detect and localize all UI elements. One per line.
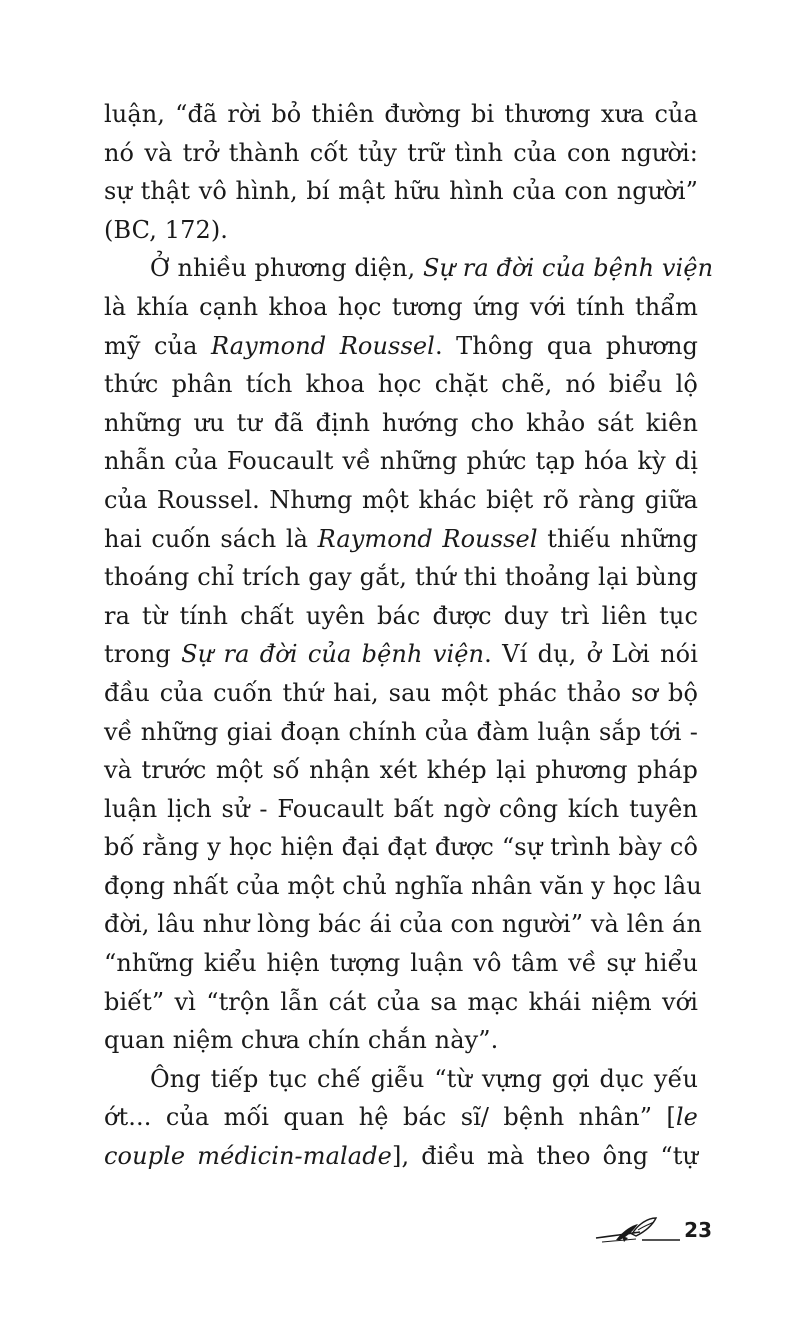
page-number: 23	[684, 1218, 712, 1242]
text-line: couple médicin-malade], điều mà theo ông “tự	[104, 1142, 698, 1171]
text-line: hai cuốn sách là Raymond Roussel thiếu những	[104, 524, 698, 553]
foreign-term-italic: couple médicin-malade	[104, 1142, 392, 1171]
text-line: quan niệm chưa chín chắn này”.	[104, 1026, 499, 1055]
text-line: đầu của cuốn thứ hai, sau một phác thảo sơ bộ	[104, 678, 698, 707]
text-line: “những kiểu hiện tượng luận vô tâm về sự hiểu	[104, 949, 698, 978]
text-line: luận lịch sử - Foucault bất ngờ công kích tuyên	[104, 794, 698, 823]
text-line: luận, “đã rời bỏ thiên đường bi thương xưa của	[104, 100, 698, 128]
text-line: Ông tiếp tục chế giễu “từ vựng gợi dục yếu	[150, 1064, 698, 1093]
text-line: (BC, 172).	[104, 215, 229, 244]
text-line: ớt... của mối quan hệ bác sĩ/ bệnh nhân” [le	[104, 1103, 698, 1132]
text-line: bố rằng y học hiện đại đạt được “sự trình bày cô	[104, 833, 698, 862]
text-line: đọng nhất của một chủ nghĩa nhân văn y học lâu	[104, 871, 702, 900]
book-title-italic: Raymond Roussel	[211, 331, 435, 360]
text-line: trong Sự ra đời của bệnh viện. Ví dụ, ở Lời nói	[104, 640, 698, 669]
body-text	[104, 95, 714, 1176]
book-title-italic: Sự ra đời của bệnh viện	[422, 254, 714, 283]
page-footer	[592, 1210, 712, 1250]
text-line: đời, lâu như lòng bác ái của con người” và lên án	[104, 910, 702, 939]
text-line: ra từ tính chất uyên bác được duy trì liên tục	[104, 601, 698, 630]
text-line: sự thật vô hình, bí mật hữu hình của con người”	[104, 177, 698, 206]
book-title-italic: Raymond Roussel	[317, 524, 538, 553]
text-line: biết” vì “trộn lẫn cát của sa mạc khái niệm với	[104, 987, 698, 1016]
text-line: thức phân tích khoa học chặt chẽ, nó biểu lộ	[104, 370, 698, 399]
quill-pen-ornament-icon	[592, 1212, 682, 1248]
foreign-term-italic: le	[675, 1103, 698, 1132]
text-line: nhẫn của Foucault về những phức tạp hóa kỳ dị	[104, 447, 698, 476]
text-line: là khía cạnh khoa học tương ứng với tính thẩm	[104, 292, 698, 321]
text-line: thoáng chỉ trích gay gắt, thứ thi thoảng lại bùng	[104, 563, 698, 592]
text-line: những ưu tư đã định hướng cho khảo sát kiên	[104, 408, 698, 437]
text-line: Ở nhiều phương diện, Sự ra đời của bệnh viện	[150, 254, 714, 283]
text-line: nó và trở thành cốt tủy trữ tình của con người:	[104, 138, 698, 167]
text-line: của Roussel. Nhưng một khác biệt rõ ràng giữa	[104, 485, 698, 514]
text-line: mỹ của Raymond Roussel. Thông qua phương	[104, 331, 698, 360]
text-line: và trước một số nhận xét khép lại phương pháp	[104, 756, 698, 785]
book-title-italic: Sự ra đời của bệnh viện	[181, 640, 485, 669]
text-line: về những giai đoạn chính của đàm luận sắp tới -	[104, 717, 698, 746]
